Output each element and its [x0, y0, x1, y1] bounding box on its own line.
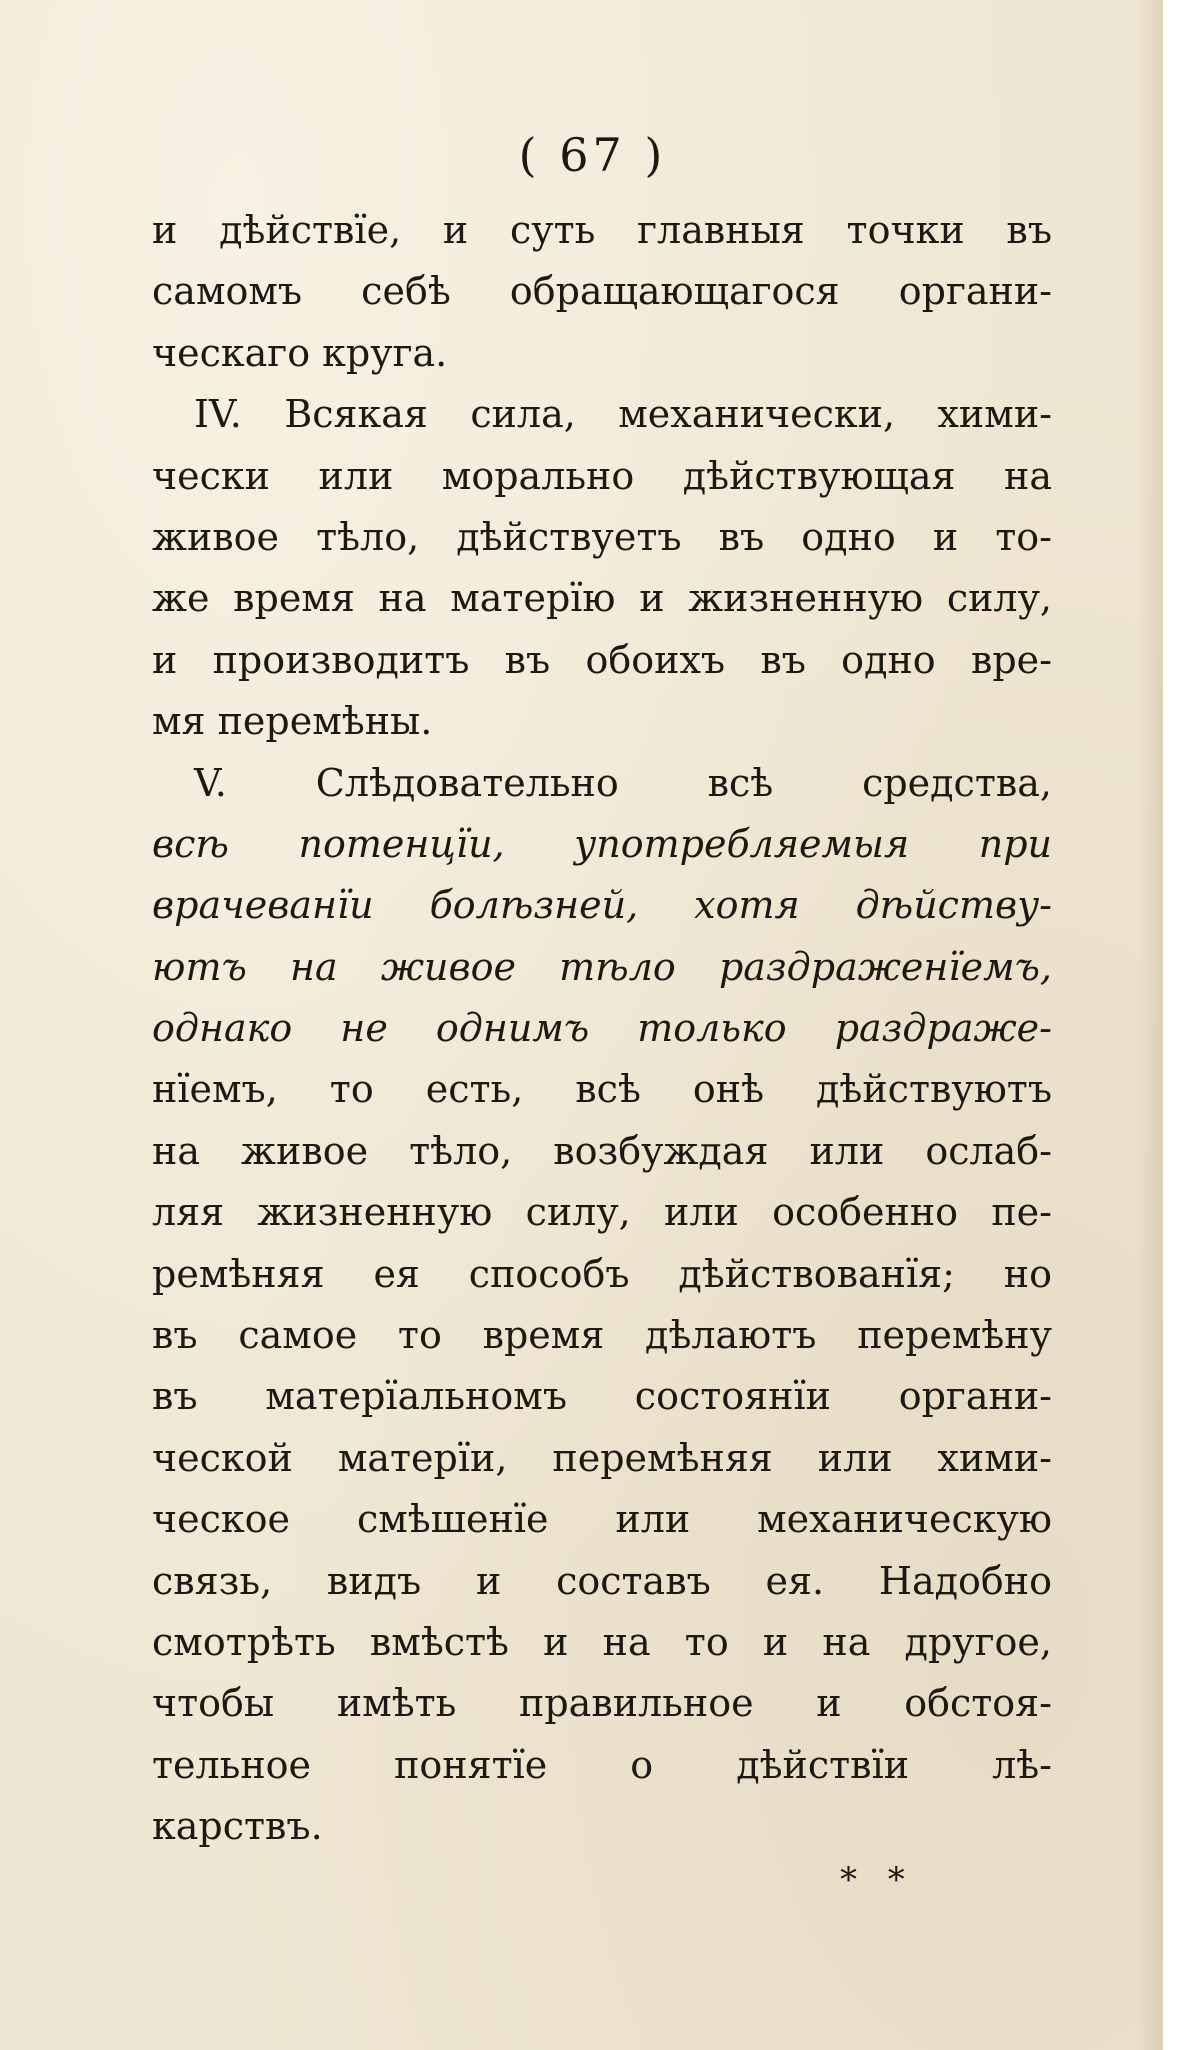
- text-line: врачеванїи болѣзней, хотя дѣйству-: [152, 883, 1052, 928]
- text-line: ютъ на живое тѣло раздраженїемъ,: [152, 944, 1052, 989]
- section-stars: * *: [840, 1860, 915, 1900]
- text-line: чтобы имѣть правильное и обстоя-: [152, 1681, 1052, 1726]
- text-line: и дѣйствїе, и суть главныя точки въ: [152, 208, 1052, 252]
- paragraph-v-first-line: V. Слѣдовательно всѣ средства,: [194, 760, 1052, 805]
- text-line: чески или морально дѣйствующая на: [152, 453, 1052, 498]
- text-line: и производитъ въ обоихъ въ одно вре-: [152, 637, 1052, 682]
- text-line: мя перемѣны.: [152, 699, 433, 744]
- text-line: же время на матерїю и жизненную силу,: [152, 576, 1052, 621]
- text-line: ческой матерїи, перемѣняя или хими-: [152, 1435, 1052, 1480]
- text-line: смотрѣть вмѣстѣ и на то и на другое,: [152, 1619, 1052, 1664]
- text-line: ремѣняя ея способъ дѣйствованїя; но: [152, 1251, 1052, 1296]
- text-line: въ матерїальномъ состоянїи органи-: [152, 1374, 1052, 1419]
- text-line: въ самое то время дѣлаютъ перемѣну: [152, 1313, 1052, 1358]
- body-text: [152, 200, 1052, 1858]
- text-line: всѣ потенцїи, употребляемыя при: [152, 821, 1052, 866]
- page-edge-shadow: [1137, 0, 1163, 2050]
- text-line: нїемъ, то есть, всѣ онѣ дѣйствуютъ: [152, 1067, 1052, 1112]
- text-line: тельное понятїе о дѣйствїи лѣ-: [152, 1742, 1052, 1787]
- paragraph-iv-first-line: IV. Всякая сила, механически, хими-: [194, 392, 1052, 437]
- text-line: ческаго круга.: [152, 330, 448, 375]
- text-line: карствъ.: [152, 1804, 323, 1849]
- text-line: однако не однимъ только раздраже-: [152, 1006, 1052, 1051]
- page-number: ( 67 ): [518, 128, 667, 182]
- text-line: самомъ себѣ обращающагося органи-: [152, 269, 1052, 314]
- text-line: ляя жизненную силу, или особенно пе-: [152, 1190, 1052, 1235]
- text-line: ческое смѣшенїе или механическую: [152, 1497, 1052, 1542]
- text-line: на живое тѣло, возбуждая или ослаб-: [152, 1128, 1052, 1173]
- text-line: связь, видъ и составъ ея. Надобно: [152, 1558, 1052, 1603]
- page-margin-edge: [1163, 0, 1185, 2050]
- text-line: живое тѣло, дѣйствуетъ въ одно и то-: [152, 514, 1052, 559]
